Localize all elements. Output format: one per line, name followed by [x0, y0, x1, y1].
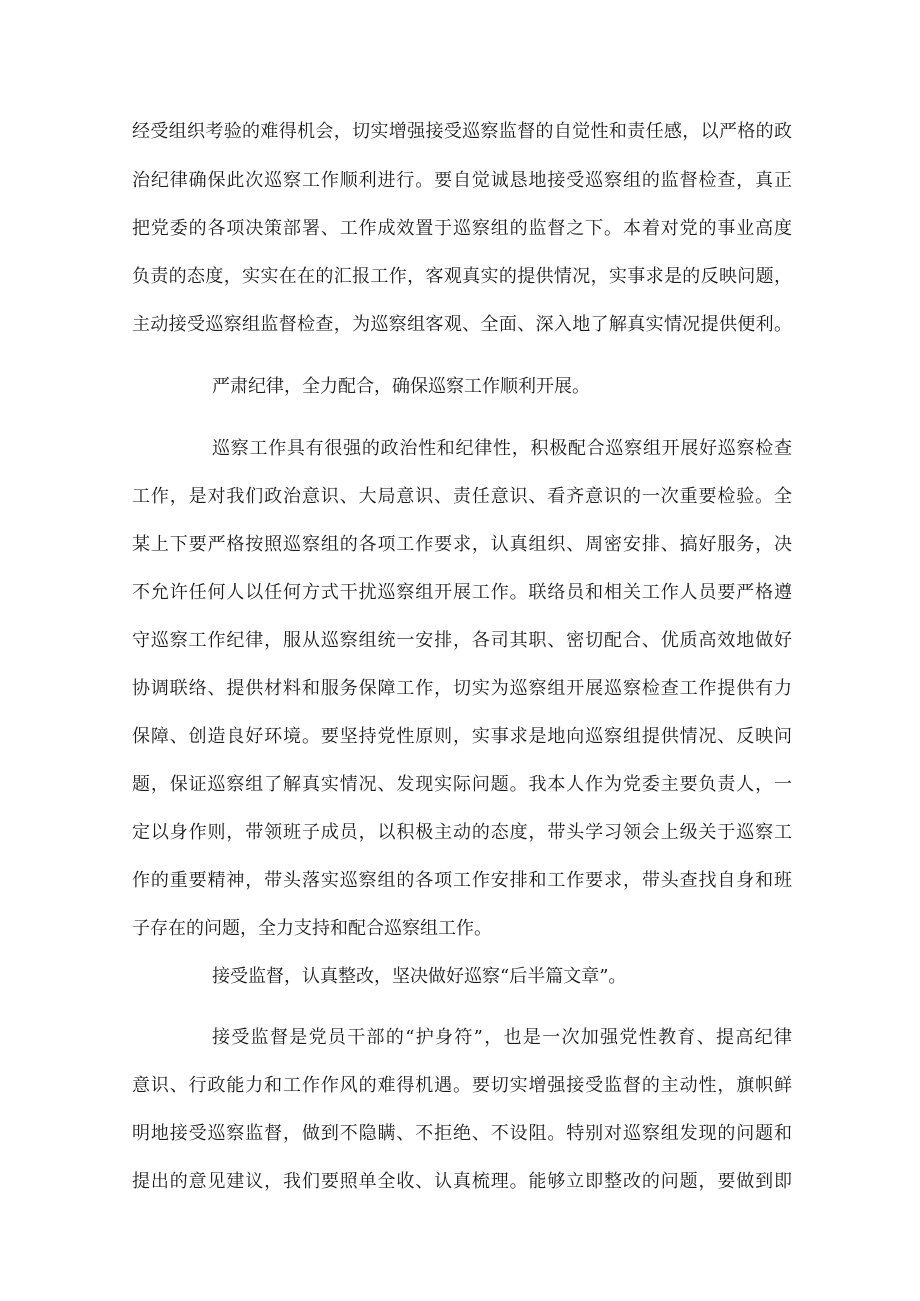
section-heading: 接受监督，认真整改，坚决做好巡察“后半篇文章”。	[212, 966, 627, 987]
paragraph-line: 治纪律确保此次巡察工作顺利进行。要自觉诚恳地接受巡察组的监督检查，真正	[132, 170, 792, 191]
paragraph-line: 定以身作则，带领班子成员，以积极主动的态度，带头学习领会上级关于巡察工	[132, 822, 792, 843]
section-heading: 严肃纪律，全力配合，确保巡察工作顺利开展。	[212, 376, 590, 397]
paragraph-line: 提出的意见建议，我们要照单全收、认真梳理。能够立即整改的问题，要做到即	[132, 1171, 792, 1192]
paragraph-line: 不允许任何人以任何方式干扰巡察组开展工作。联络员和相关工作人员要严格遵	[132, 582, 792, 603]
paragraph-line: 把党委的各项决策部署、工作成效置于巡察组的监督之下。本着对党的事业高度	[132, 218, 792, 239]
paragraph-line: 保障、创造良好环境。要坚持党性原则，实事求是地向巡察组提供情况、反映问	[132, 726, 792, 747]
paragraph-line: 经受组织考验的难得机会，切实增强接受巡察监督的自觉性和责任感，以严格的政	[132, 121, 792, 142]
paragraph-line: 题，保证巡察组了解真实情况、发现实际问题。我本人作为党委主要负责人，一	[132, 774, 792, 795]
paragraph-line: 意识、行政能力和工作作风的难得机遇。要切实增强接受监督的主动性，旗帜鲜	[132, 1075, 792, 1096]
paragraph-line: 作的重要精神，带头落实巡察组的各项工作安排和工作要求，带头查找自身和班	[132, 870, 792, 891]
paragraph-line: 主动接受巡察组监督检查，为巡察组客观、全面、深入地了解真实情况提供便利。	[132, 314, 792, 335]
paragraph-line: 巡察工作具有很强的政治性和纪律性，积极配合巡察组开展好巡察检查	[212, 438, 792, 459]
paragraph-line: 接受监督是党员干部的“护身符”，也是一次加强党性教育、提高纪律	[212, 1027, 792, 1048]
paragraph-line: 工作，是对我们政治意识、大局意识、责任意识、看齐意识的一次重要检验。全	[132, 486, 792, 507]
paragraph-line: 某上下要严格按照巡察组的各项工作要求，认真组织、周密安排、搞好服务，决	[132, 534, 792, 555]
paragraph-line: 协调联络、提供材料和服务保障工作，切实为巡察组开展巡察检查工作提供有力	[132, 678, 792, 699]
paragraph-line: 子存在的问题，全力支持和配合巡察组工作。	[132, 918, 492, 939]
paragraph-line: 明地接受巡察监督，做到不隐瞒、不拒绝、不设阻。特别对巡察组发现的问题和	[132, 1123, 792, 1144]
paragraph-line: 守巡察工作纪律，服从巡察组统一安排，各司其职、密切配合、优质高效地做好	[132, 630, 792, 651]
paragraph-line: 负责的态度，实实在在的汇报工作，客观真实的提供情况，实事求是的反映问题，	[132, 266, 792, 287]
